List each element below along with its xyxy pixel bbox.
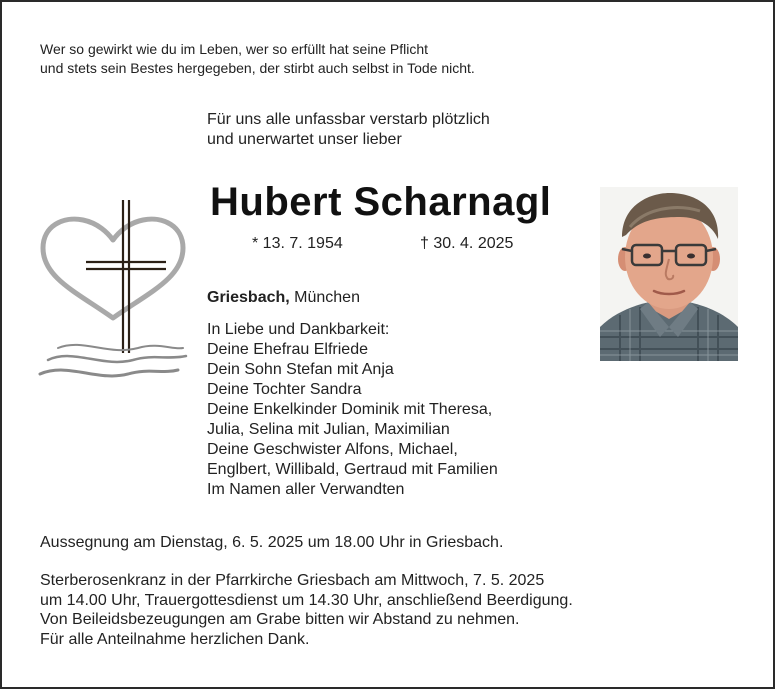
place-of-residence <box>207 289 360 307</box>
mourners-line: Deine Enkelkinder Dominik mit Theresa, <box>207 401 493 418</box>
intro-line-2: und unerwartet unser lieber <box>207 131 402 148</box>
funeral-line: Für alle Anteilnahme herzlichen Dank. <box>40 630 310 648</box>
mourners-line: Deine Ehefrau Elfriede <box>207 341 368 358</box>
place-secondary: München <box>289 289 360 306</box>
mourners-line: Dein Sohn Stefan mit Anja <box>207 361 394 378</box>
blessing-notice <box>40 533 503 553</box>
portrait-photo <box>600 187 738 361</box>
funeral-line: Sterberosenkranz in der Pfarrkirche Griesbach am Mittwoch, 7. 5. 2025 <box>40 572 545 589</box>
mourners-line: Julia, Selina mit Julian, Maximilian <box>207 421 450 438</box>
place-primary: Griesbach, <box>207 289 290 306</box>
intro-line-1: Für uns alle unfassbar verstarb plötzlich <box>207 111 490 128</box>
verse-line-2: und stets sein Bestes hergegeben, der stirbt auch selbst in Tode nicht. <box>40 60 475 76</box>
birth-date: * 13. 7. 1954 <box>252 235 343 252</box>
mourners-line: Deine Tochter Sandra <box>207 381 362 398</box>
mourners-list <box>207 320 498 500</box>
funeral-line: um 14.00 Uhr, Trauergottesdienst um 14.30 Uhr, anschließend Beerdigung. <box>40 591 573 609</box>
deceased-name: Hubert Scharnagl <box>210 180 552 224</box>
death-date: † 30. 4. 2025 <box>420 235 514 252</box>
memorial-verse <box>40 40 475 78</box>
announcement-intro <box>207 110 490 150</box>
verse-line-1: Wer so gewirkt wie du im Leben, wer so erfüllt hat seine Pflicht <box>40 41 429 57</box>
funeral-details <box>40 571 573 649</box>
aussegnung-line: Aussegnung am Dienstag, 6. 5. 2025 um 18.00 Uhr in Griesbach. <box>40 534 504 551</box>
mourners-line: In Liebe und Dankbarkeit: <box>207 321 390 338</box>
mourners-line: Deine Geschwister Alfons, Michael, <box>207 441 458 458</box>
funeral-line: Von Beileidsbezeugungen am Grabe bitten wir Abstand zu nehmen. <box>40 611 520 628</box>
heart-cross-waves-icon <box>38 198 188 398</box>
mourners-line: Englbert, Willibald, Gertraud mit Familien <box>207 461 498 478</box>
mourners-line: Im Namen aller Verwandten <box>207 481 405 498</box>
